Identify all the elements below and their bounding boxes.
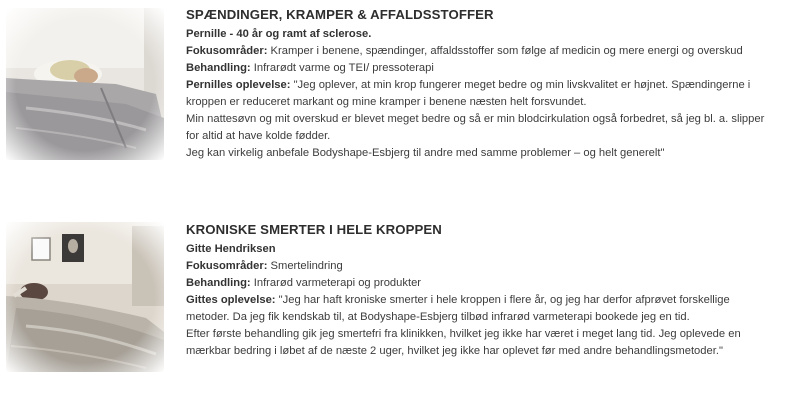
testimonial-subject: Pernille - 40 år og ramt af sclerose. [186, 28, 372, 40]
experience-label: Gittes oplevelse: [186, 294, 276, 306]
focus-row [186, 258, 776, 275]
experience-text: "Jeg oplever, at min krop fungerer meget bedre og min livskvalitet er højnet. Spændingerne i kroppen er reduceret markant og mine kramper i benene næsten helt forsvundet. [186, 79, 751, 108]
focus-row [186, 43, 776, 60]
experience-text: "Jeg har haft kroniske smerter i hele kroppen i flere år, og jeg har derfor afprøvet forskellige metoder. Da jeg fik kendskab til, at Bodyshape-Esbjerg tilbød infrarød varmeterapi bookede jeg en tid. [186, 294, 730, 323]
treatment-value: Infrarødt varme og TEI/ pressoterapi [250, 62, 434, 74]
treatment-row [186, 275, 776, 292]
focus-label: Fokusområder: [186, 45, 268, 57]
focus-label: Fokusområder: [186, 260, 268, 272]
treatment-value: Infrarød varmeterapi og produkter [250, 277, 422, 289]
experience-row [186, 77, 776, 111]
testimonial-title: KRONISKE SMERTER I HELE KROPPEN [186, 222, 442, 237]
photo-pernille-treatment [6, 8, 164, 160]
testimonial-subject: Gitte Hendriksen [186, 243, 276, 255]
focus-value: Smertelindring [267, 260, 343, 272]
experience-label: Pernilles oplevelse: [186, 79, 291, 91]
photo-gitte-treatment [6, 222, 164, 372]
experience-paragraph: Efter første behandling gik jeg smertefri fra klinikken, hvilket jeg ikke har været i meget lang tid. Jeg oplevede en mærkbar bedring i løbet af de næste 2 uger, hvilket jeg ikke har oplevet før med andre behandlingsmetoder." [186, 328, 741, 357]
testimonial-text [186, 221, 776, 360]
experience-paragraph: Jeg kan virkelig anbefale Bodyshape-Esbjerg til andre med samme problemer – og helt generelt" [186, 147, 665, 159]
testimonial-text [186, 6, 776, 162]
focus-value: Kramper i benene, spændinger, affaldsstoffer som følge af medicin og mere energi og overskud [267, 45, 743, 57]
testimonial-gitte [0, 212, 785, 410]
treatment-label: Behandling: [186, 277, 251, 289]
experience-paragraph: Min nattesøvn og mit overskud er blevet meget bedre og så er min blodcirkulation også forbedret, så jeg bl. a. slipper for altid at have kolde fødder. [186, 113, 765, 142]
testimonial-title: SPÆNDINGER, KRAMPER & AFFALDSSTOFFER [186, 7, 494, 22]
treatment-row [186, 60, 776, 77]
treatment-label: Behandling: [186, 62, 251, 74]
experience-row [186, 292, 776, 326]
testimonial-pernille [0, 0, 785, 200]
